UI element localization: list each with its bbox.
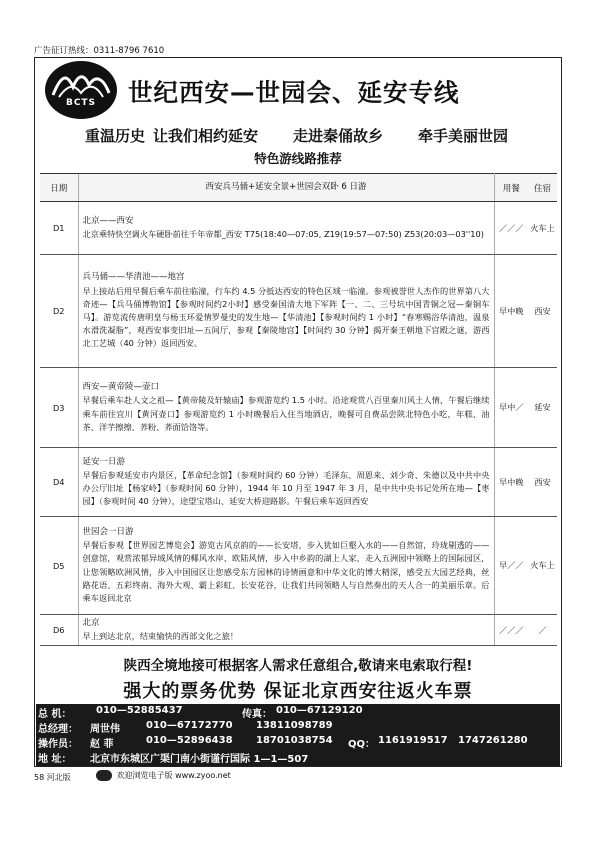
contact-row-address [36,750,560,765]
table-header-row [40,174,557,202]
slogan-1: 重温历史 [85,127,146,145]
stay-cell: 西安 [528,448,557,517]
qq-number-2: 1747261280 [458,735,528,746]
table-row [40,517,557,615]
route-text: 早餐后乘车赴人文之祖—【黄帝陵及轩辕庙】参观游览约 1.5 小时。沿途观赏八百里秦川风土人情，午餐后继续乘车前往宜川【黄河壶口】参观游览约 1 小时晚餐后入住当地酒店，晚餐可自费品尝陕北特色小吃，年糕、油茶、洋芋擦擦、荞粉、荞面饸饹等。 [82,395,490,432]
operator-phone: 010—52896438 [146,735,233,746]
stay-cell: 火车上 [528,517,557,615]
header-meal: 用餐 [494,174,528,202]
meal-cell: ／／／ [494,202,528,255]
route-text: 早上到达北京，结束愉快的西部文化之旅！ [82,631,239,642]
meal-cell: ／／／ [494,615,528,646]
table-row [40,448,557,517]
footer-brand-text: 欢迎浏览电子版 www.zyoo.net [116,771,231,780]
route-text: 早餐后参观延安市内景区，【革命纪念馆】（参观时间约 60 分钟）毛泽东、周恩来、刘少奇、朱德以及中共中央办公厅旧址【杨家岭】（参观时间 60 分钟），1944 年 10 月至 1947 年 3 月，是中共中央书记处所在地—【枣园】（参观时间 40 分钟），途望宝塔山、延安大桥迎路影。午餐后乘车返回西安 [82,469,490,507]
operator-name: 赵 菲 [90,739,114,750]
route-cell [78,448,494,517]
contact-label: 操作员： [38,739,78,750]
bcts-logo [45,61,117,119]
table-row [40,368,557,448]
slogan-3: 走进秦俑故乡 [293,127,384,145]
meal-cell: 早中晚 [494,448,528,517]
route-cell [78,202,494,255]
contact-label: 总经理： [38,724,78,735]
day-cell: D1 [40,202,78,255]
route-cell [78,615,494,646]
route-text: 北京乘特快空调火车硬卧前往千年帝都_西安 T75(18:40—07:05, Z19(19:57—07:50) Z53(20:03—03''10) [82,229,484,239]
stay-cell: ／ [528,615,557,646]
itinerary-table [40,173,557,646]
route-title: 北京——西安 [82,215,134,226]
meal-cell: 早中晚 [494,255,528,368]
route-title: 西安—黄帝陵—壶口 [82,382,160,393]
route-title: 世园会一日游 [82,526,134,537]
route-title: 延安一日游 [82,456,126,467]
qq-number-1: 1161919517 [378,735,448,746]
qq-label: QQ： [348,739,376,750]
footer-brand [96,770,231,781]
section-subtitle: 特色游线路推荐 [254,151,342,166]
manager-mobile: 13811098789 [256,720,333,731]
route-cell [78,255,494,368]
route-cell [78,368,494,448]
slogan-2: 让我们相约延安 [153,127,259,145]
route-text: 早上接站后用早餐后乘车前往临潼，行车约 4.5 分抵达西安的特色区域一临潼。参观被誉世人杰作的世界第八大奇迹—【兵马俑博物馆】【参观时间约2小时】感受秦国清大地下军阵【一、二、三号坑中国青铜之冠—秦铜车马】。游览流传唐明皇与杨玉环爱情罗曼史的发生地—【华清池】【参观时间约 1 小时】“春寒赐浴华清池，温泉水滑洗凝脂”，观西安事变旧址—五间厅，参观【秦陵地宫】【时间约 30 分钟】揭开秦王朝地下宫殿之谜，游西北工艺城（40 分钟）返回西安。 [82,285,490,349]
day-cell: D3 [40,368,78,448]
operator-mobile: 18701038754 [256,735,333,746]
contact-panel [36,704,560,766]
contact-row-operator [36,735,560,750]
ad-hotline: 广告征订热线：0311-8796 7610 [34,46,165,56]
route-title: 北京 [82,618,100,628]
main-phone: 010—52885437 [96,705,183,716]
table-row [40,255,557,368]
address: 北京市东城区广渠门南小街谨行国际 1—1—507 [90,754,309,765]
header-stay: 住宿 [528,174,557,202]
header-route: 西安兵马俑+延安全景+世园会双卧 6 日游 [78,174,494,202]
day-cell: D4 [40,448,78,517]
route-text: 早餐后参观【世界园艺博览会】游览古风京韵的——长安塔，步入犹如巨壑入水的——自然馆，玲珑剔透的——创意馆，观赏浓郁异域风情的椰风水岸、欧陆风情，步入中乡韵的湖上人家，走入五洲园中领略上的国际园区，让您领略欧洲风情，步入中国园区让您感受东方园林的诗情画意和中华文化的博大精深，感受五大园艺经典，丝路花语、五彩终南、海外大观、霸上彩虹、长安花谷，让我们共同领略人与自然奏出的天人合一的美丽乐章。后乘车返回北京 [82,540,490,603]
header-day: 日期 [40,174,78,202]
fax-number: 010—67129120 [276,705,363,716]
logo-mountain-icon [45,61,117,119]
contact-row-main [36,705,560,720]
slogan-4: 牵手美丽世园 [418,127,509,145]
meal-cell: 早中／ [494,368,528,448]
day-cell: D2 [40,255,78,368]
contact-label: 总 机： [38,709,72,720]
brand-logo-icon [96,770,112,781]
table-row [40,615,557,646]
stay-cell: 西安 [528,255,557,368]
logo-text: BCTS [65,98,97,108]
meal-cell: 早／／ [494,517,528,615]
stay-cell: 延安 [528,368,557,448]
day-cell: D5 [40,517,78,615]
table-row [40,202,557,255]
fax-label: 传真： [242,709,272,720]
route-cell [78,517,494,615]
promo-custom-tour: 陕西全境地接可根据客人需求任意组合,敬请来电索取行程! [123,658,473,674]
manager-name: 周世伟 [90,724,120,735]
route-title: 兵马俑——华清池——地宫 [82,272,185,283]
day-cell: D6 [40,615,78,646]
page-title: 世纪西安—世园会、延安专线 [128,78,460,107]
stay-cell: 火车上 [528,202,557,255]
manager-phone: 010—67172770 [146,720,233,731]
contact-row-manager [36,720,560,735]
page-number: 58 河北版 [34,773,71,782]
promo-ticket-advantage: 强大的票务优势 保证北京西安往返火车票 [123,681,473,702]
contact-label: 地 址： [38,754,72,765]
